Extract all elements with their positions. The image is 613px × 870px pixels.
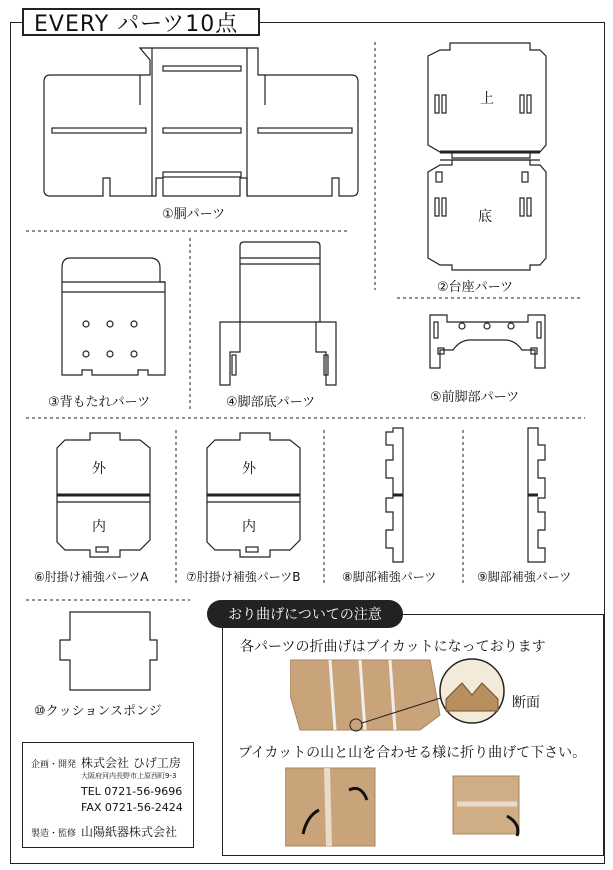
company-tel: TEL 0721-56-9696 [81, 785, 183, 798]
maker-company-name: 山陽紙器株式会社 [81, 825, 178, 839]
leg-bottom-part-drawing [220, 242, 336, 385]
part-label-2: ②台座パーツ [437, 276, 513, 295]
part-label-6: ⑥肘掛け補強パーツA [34, 570, 149, 584]
armrest-a-part-drawing [57, 433, 150, 557]
folding-note-line-2: ブイカットの山と山を合わせる様に折り曲げて下さい。 [238, 745, 587, 761]
page-title-text: EVERY パーツ10点 [34, 11, 239, 37]
folding-note-title: おり曲げについての注意 [207, 600, 403, 628]
leg-reinforcement-9-drawing [528, 428, 545, 562]
backrest-part-drawing [62, 258, 165, 375]
base-bottom-mark: 底 [478, 206, 492, 226]
armrest-b-inner-mark: 内 [242, 516, 256, 536]
armrest-b-outer-mark: 外 [242, 458, 256, 478]
base-top-mark: 上 [480, 88, 494, 108]
front-leg-part-drawing [430, 315, 545, 368]
part-label-7: ⑦肘掛け補強パーツB [186, 570, 301, 584]
company-address: 大阪府河内長野市上原西町9-3 [81, 772, 177, 780]
folding-note-line-1: 各パーツの折曲げはブイカットになっております [240, 639, 546, 655]
vcut-photo [290, 655, 600, 745]
part-label-8: ⑧脚部補強パーツ [342, 570, 437, 584]
armrest-a-outer-mark: 外 [92, 458, 106, 478]
armrest-b-part-drawing [207, 433, 300, 557]
body-part-drawing [44, 48, 358, 196]
part-label-9: ⑨脚部補強パーツ [477, 570, 572, 584]
part-label-5: ⑤前脚部パーツ [430, 386, 519, 405]
planning-company-name: 株式会社 ひげ工房 [81, 756, 181, 770]
planning-label: 企画・開発 [31, 760, 77, 770]
folding-photos [285, 764, 585, 850]
armrest-a-inner-mark: 内 [92, 516, 106, 536]
part-label-3: ③背もたれパーツ [48, 391, 150, 410]
maker-label: 製造・監修 [31, 829, 77, 839]
company-fax: FAX 0721-56-2424 [81, 801, 183, 814]
cross-section-label: 断面 [512, 695, 540, 711]
part-label-1: ①胴パーツ [162, 203, 225, 222]
part-label-4: ④脚部底パーツ [226, 391, 315, 410]
cushion-sponge-drawing [60, 612, 157, 690]
base-part-drawing [428, 43, 546, 270]
company-info-box [22, 742, 194, 848]
part-label-10: ⑩クッションスポンジ [34, 700, 162, 719]
leg-reinforcement-8-drawing [386, 428, 403, 562]
